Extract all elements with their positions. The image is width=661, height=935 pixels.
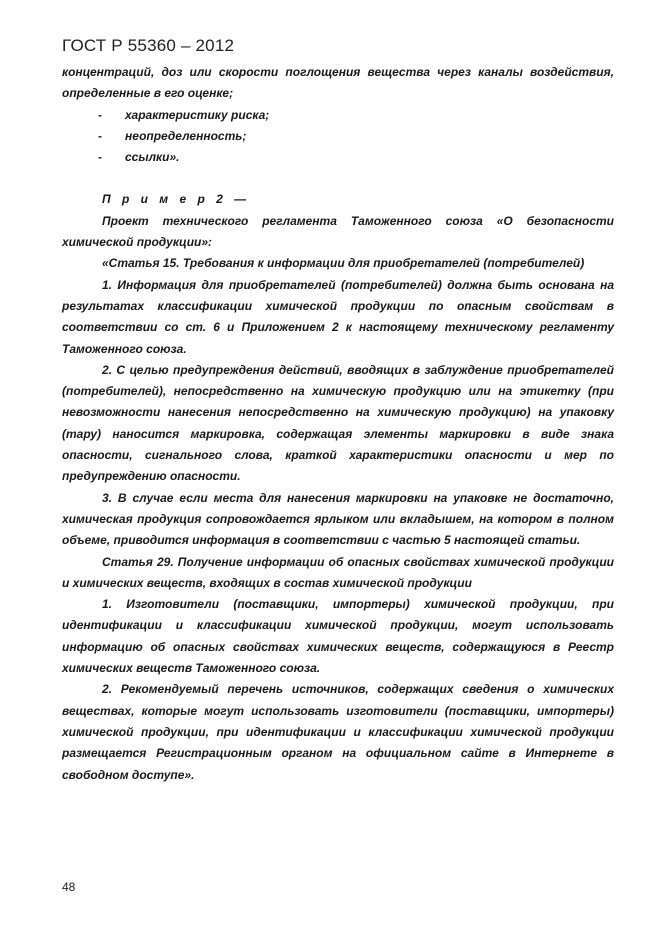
list-dash: -: [98, 107, 102, 122]
paragraph-continuation: концентраций, доз или скорости поглощения вещества через каналы воздействия, определенные в его оценке;: [62, 65, 614, 101]
list-item-text: ссылки».: [125, 150, 180, 165]
paragraph-article-29-heading: Статья 29. Получение информации об опасных свойствах химической продукции и химических веществ, входящих в состав химической продукции: [62, 554, 614, 590]
document-body: [62, 62, 614, 786]
list-item: [62, 126, 614, 147]
example-label-text: П р и м е р 2 —: [102, 192, 251, 207]
example-label: [62, 189, 614, 210]
list-dash: -: [98, 128, 102, 143]
paragraph-draft-title: Проект технического регламента Таможенного союза «О безопасности химической продукции»:: [62, 213, 614, 250]
page-number: 48: [62, 880, 76, 894]
paragraph-article-15-item-3: 3. В случае если места для нанесения маркировки на упаковке не достаточно, химическая продукция сопровождается ярлыком или вкладышем, на котором в полном объеме, приводится информация в соответствии с частью 5 настоящей статьи.: [62, 490, 614, 548]
spacer: [62, 168, 614, 189]
list-item: [62, 147, 614, 168]
list-item: [62, 105, 614, 126]
paragraph-article-15-item-1: 1. Информация для приобретателей (потребителей) должна быть основана на результатах классификации химической продукции по опасным свойствам в соответствии со ст. 6 и Приложением 2 к настоящему техническому регламенту Таможенного союза.: [62, 277, 614, 356]
paragraph-article-15-heading: «Статья 15. Требования к информации для приобретателей (потребителей): [102, 256, 585, 271]
list-dash: -: [98, 150, 102, 165]
list-item-text: неопределенность;: [125, 128, 247, 143]
paragraph-article-29-item-2: 2. Рекомендуемый перечень источников, содержащих сведения о химических веществах, которые могут использовать изготовители (поставщики, импортеры) химической продукции, при идентификации и классификации химической продукции размещается Регистрационным органом на официальном сайте в Интернете в свободном доступе».: [62, 682, 614, 782]
paragraph-article-29-item-1: 1. Изготовители (поставщики, импортеры) химической продукции, при идентификации и классификации химической продукции, могут использовать информацию об опасных свойствах химических веществ, содержащуюся в Реестр химических веществ Таможенного союза.: [62, 597, 614, 676]
paragraph-article-15-item-2: 2. С целью предупреждения действий, вводящих в заблуждение приобретателей (потребителей), непосредственно на химическую продукцию или на этикетку (при невозможности нанесения непосредственно на химическую продукцию) на упаковку (тару) наносится маркировка, содержащая элементы маркировки в виде знака опасности, сигнального слова, краткой характеристики опасности и мер по предупреждению опасности.: [62, 362, 614, 484]
standard-header: ГОСТ Р 55360 – 2012: [62, 36, 235, 55]
list-item-text: характеристику риска;: [125, 107, 270, 122]
